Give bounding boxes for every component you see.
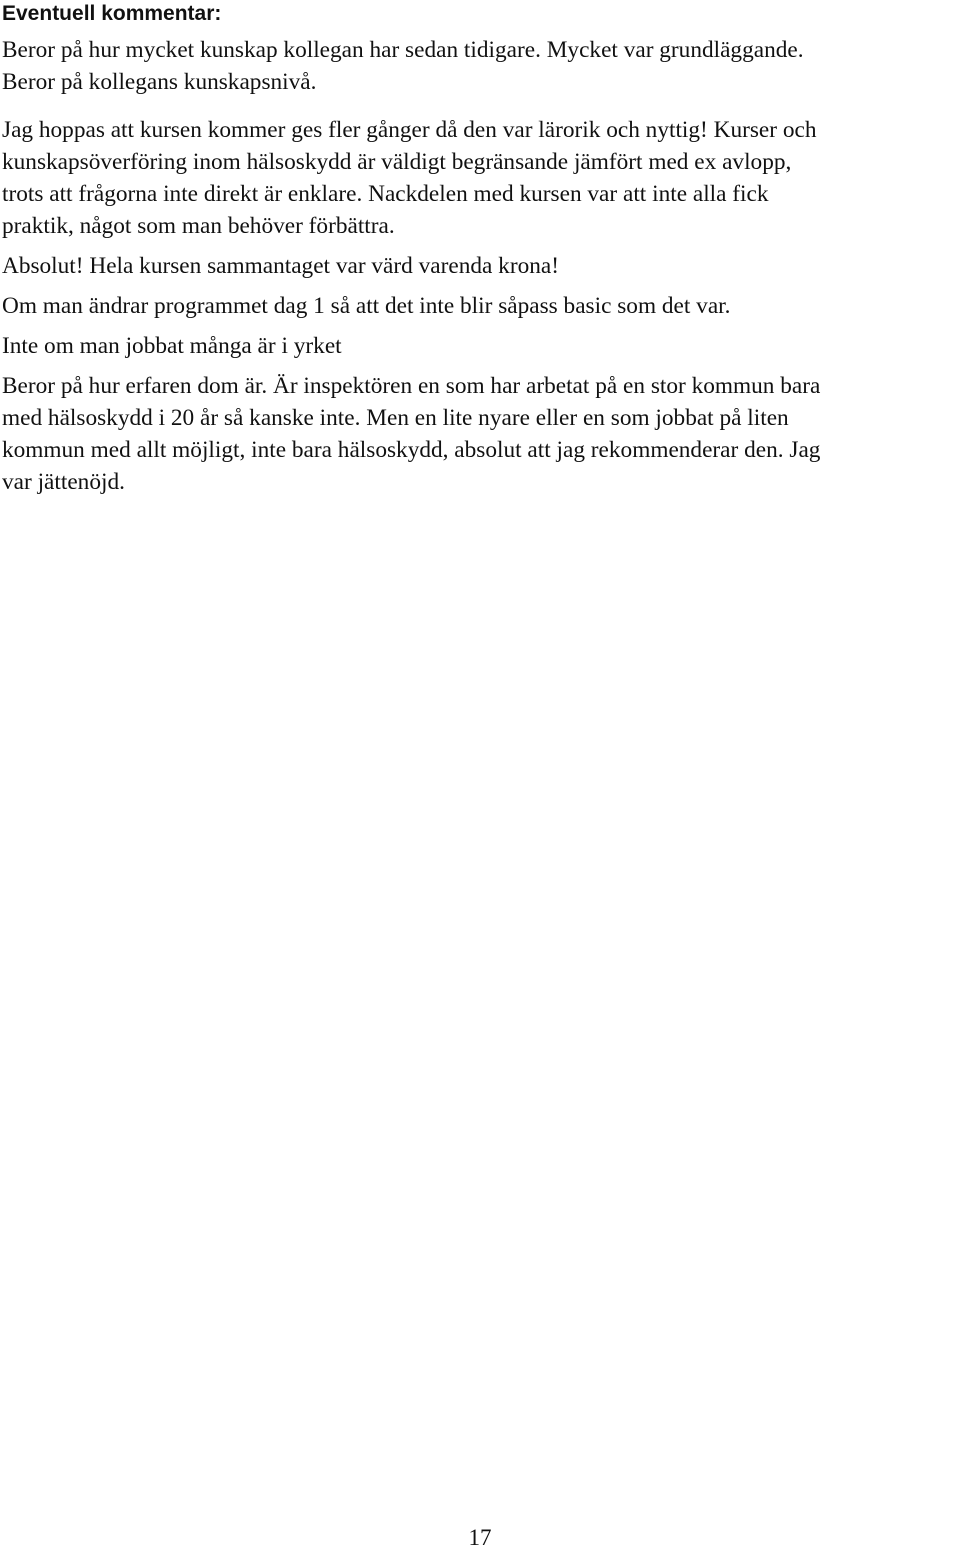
comment-line: kommun med allt möjligt, inte bara hälsoskydd, absolut att jag rekommenderar den. Jag	[2, 437, 821, 463]
comment-line: Beror på hur erfaren dom är. Är inspektören en som har arbetat på en stor kommun bara	[2, 373, 821, 399]
comment-paragraph	[2, 330, 958, 362]
comment-line: Inte om man jobbat många är i yrket	[2, 333, 342, 359]
comment-line: var jättenöjd.	[2, 469, 125, 495]
page-number: 17	[468, 1525, 492, 1550]
comment-paragraph	[2, 34, 958, 98]
comment-paragraph	[2, 370, 958, 498]
comment-heading: Eventuell kommentar:	[2, 2, 222, 25]
comment-line: kunskapsöverföring inom hälsoskydd är väldigt begränsande jämfört med ex avlopp,	[2, 149, 792, 175]
comment-line: Om man ändrar programmet dag 1 så att det inte blir såpass basic som det var.	[2, 293, 731, 319]
comment-paragraph	[2, 114, 958, 242]
comment-line: trots att frågorna inte direkt är enklare. Nackdelen med kursen var att inte alla fick	[2, 181, 769, 207]
comment-paragraph	[2, 250, 958, 282]
comment-line: Jag hoppas att kursen kommer ges fler gånger då den var lärorik och nyttig! Kurser och	[2, 117, 817, 143]
comment-paragraph	[2, 290, 958, 322]
comment-line: Beror på hur mycket kunskap kollegan har sedan tidigare. Mycket var grundläggande.	[2, 37, 804, 63]
comment-line: praktik, något som man behöver förbättra.	[2, 213, 395, 239]
comment-line: Absolut! Hela kursen sammantaget var värd varenda krona!	[2, 253, 559, 279]
comment-line: Beror på kollegans kunskapsnivå.	[2, 69, 317, 95]
comment-line: med hälsoskydd i 20 år så kanske inte. Men en lite nyare eller en som jobbat på liten	[2, 405, 789, 431]
